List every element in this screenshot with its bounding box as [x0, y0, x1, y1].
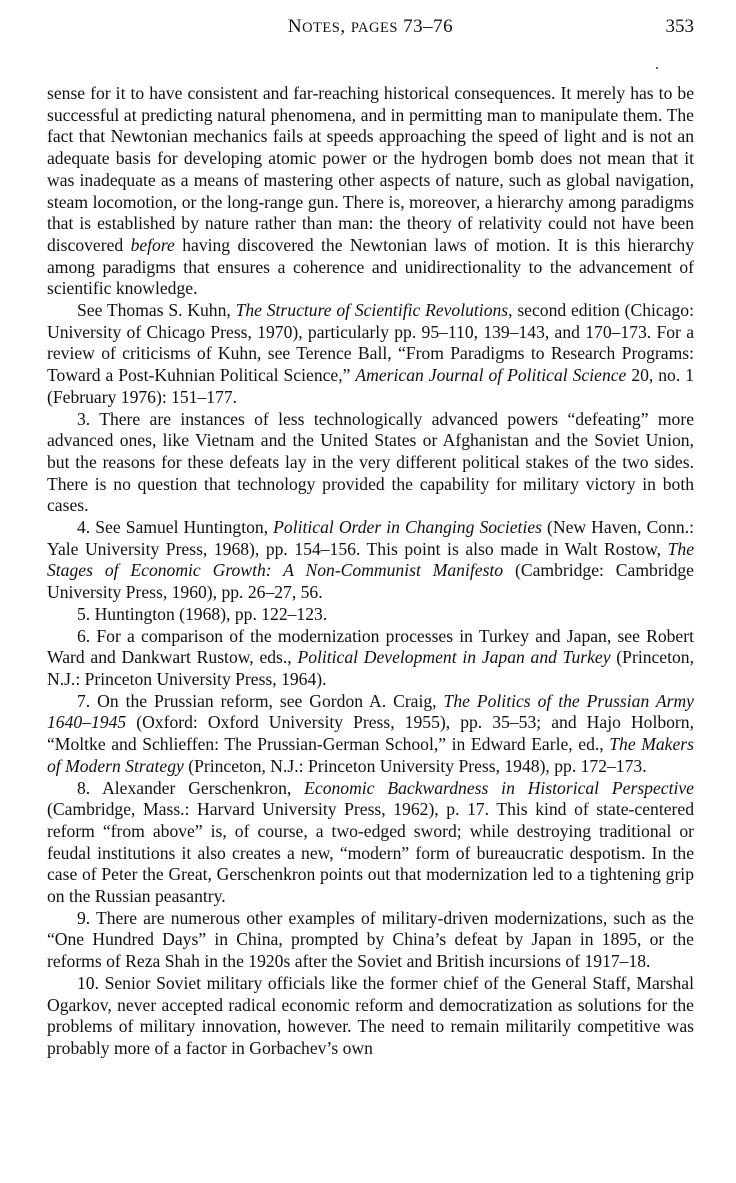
note-text: 3. There are instances of less technologically advanced powers “defeating” more advanced ones, like Vietnam and the United States or Afghanistan and the Soviet Union, but the reasons for these defeats lay in the very different political stakes of the two sides. There is no question that technology provided the capability for military victory in both cases.	[47, 408, 694, 516]
note-text: (Cambridge, Mass.: Harvard University Press, 1962), p. 17. This kind of state-centered reform “from above” is, of course, a two-edged sword; while destroying traditional or feudal institutions it also creates a new, “modern” form of bureaucratic despotism. In the case of Peter the Great, Gerschenkron points out that modernization led to a tightening grip on the Russian peasantry.	[47, 799, 694, 907]
note-text: 8. Alexander Gerschenkron,	[77, 777, 305, 798]
note-paragraph	[47, 626, 694, 691]
stray-mark	[656, 67, 658, 69]
running-header	[47, 16, 694, 42]
note-text: (Princeton, N.J.: Princeton University Press, 1948), pp. 172–173.	[183, 755, 647, 776]
note-text: 9. There are numerous other examples of military-driven modernizations, such as the “One Hundred Days” in China, prompted by China’s defeat by Japan in 1895, or the reforms of Reza Shah in the 1920s after the Soviet and British incursions of 1917–18.	[47, 907, 694, 972]
note-text: (Princeton, N.J.: Princeton University Press, 1964).	[47, 647, 694, 689]
italic-title: The Stages of Economic Growth: A Non-Communist Manifesto	[47, 538, 694, 581]
note-paragraph	[47, 409, 694, 518]
note-paragraph	[47, 691, 694, 778]
note-text: 5. Huntington (1968), pp. 122–123.	[77, 603, 328, 624]
note-text: 10. Senior Soviet military officials like the former chief of the General Staff, Marshal Ogarkov, never accepted radical economic reform and democratization as solutions for the problems of military innovation, however. The need to remain militarily competitive was probably more of a factor in Gorbachev’s own	[47, 972, 694, 1058]
page-number: 353	[665, 16, 694, 37]
note-text: 6. For a comparison of the modernization processes in Turkey and Japan, see Robert Ward and Dankwart Rustow, eds.,	[47, 625, 694, 668]
note-text: (Oxford: Oxford University Press, 1955), pp. 35–53; and Hajo Holborn, “Moltke and Schlieffen: The Prussian-German School,” in Edward Earle, ed.,	[47, 712, 694, 755]
italic-title: The Structure of Scientific Revolutions	[235, 300, 509, 321]
italic-title: Political Development in Japan and Turkey	[297, 647, 611, 668]
note-continuation	[47, 83, 694, 300]
title-small-otes: OTES	[302, 20, 341, 36]
note-paragraph	[47, 908, 694, 973]
note-text: (Cambridge: Cambridge University Press, 1960), pp. 26–27, 56.	[47, 560, 694, 603]
italic-title: American Journal of Political Science	[355, 365, 627, 386]
italic-title: Political Order in Changing Societies	[273, 517, 542, 538]
note-paragraph	[47, 604, 694, 626]
note-text: (New Haven, Conn.: Yale University Press, 1968), pp. 154–156. This point is also made in Walt Rostow,	[47, 517, 694, 559]
note-text: , second edition (Chicago: University of Chicago Press, 1970), particularly pp. 95–110, 139–143, and 170–173. For a review of criticisms of Kuhn, see Terence Ball, “From Paradigms to Research Programs: Toward a Post-Kuhnian Political Science,”	[47, 300, 694, 386]
note-text: 7. On the Prussian reform, see Gordon A. Craig,	[77, 690, 444, 711]
title-sep: ,	[340, 16, 351, 37]
note-paragraph	[47, 300, 694, 409]
italic-title: The Makers of Modern Strategy	[47, 734, 694, 776]
note-paragraph	[47, 517, 694, 604]
note-text: 4. See Samuel Huntington,	[77, 517, 274, 538]
title-small-pages: PAGES	[350, 20, 398, 36]
running-head-title	[47, 16, 694, 38]
note-text: 20, no. 1 (February 1976): 151–177.	[47, 365, 695, 407]
note-text: sense for it to have consistent and far-reaching historical consequences. It merely has to be successful at predicting natural phenomena, and in permitting man to manipulate them. The fact that Newtonian mechanics fails at speeds approaching the speed of light and is not an adequate basis for developing atomic power or the hydrogen bomb does not mean that it was inadequate as a means of mastering other aspects of nature, such as global navigation, steam locomotion, or the long-range gun. There is, moreover, a hierarchy among paradigms that is established by nature rather than man: the theory of relativity could not have been discovered	[47, 83, 694, 255]
italic-title: Economic Backwardness in Historical Perspective	[304, 777, 694, 798]
note-paragraph	[47, 778, 694, 908]
note-text: See Thomas S. Kuhn,	[77, 300, 236, 321]
note-paragraph	[47, 973, 694, 1060]
italic-title: The Politics of the Prussian Army 1640–1945	[47, 690, 694, 733]
note-text: having discovered the Newtonian laws of motion. It is this hierarchy among paradigms that ensures a coherence and unidirectionality to the advancement of scientific knowledge.	[47, 234, 694, 299]
title-cap-n: N	[287, 16, 303, 37]
notes-body	[47, 83, 694, 1060]
title-range: 73–76	[397, 16, 454, 37]
italic-title: before	[130, 234, 175, 255]
